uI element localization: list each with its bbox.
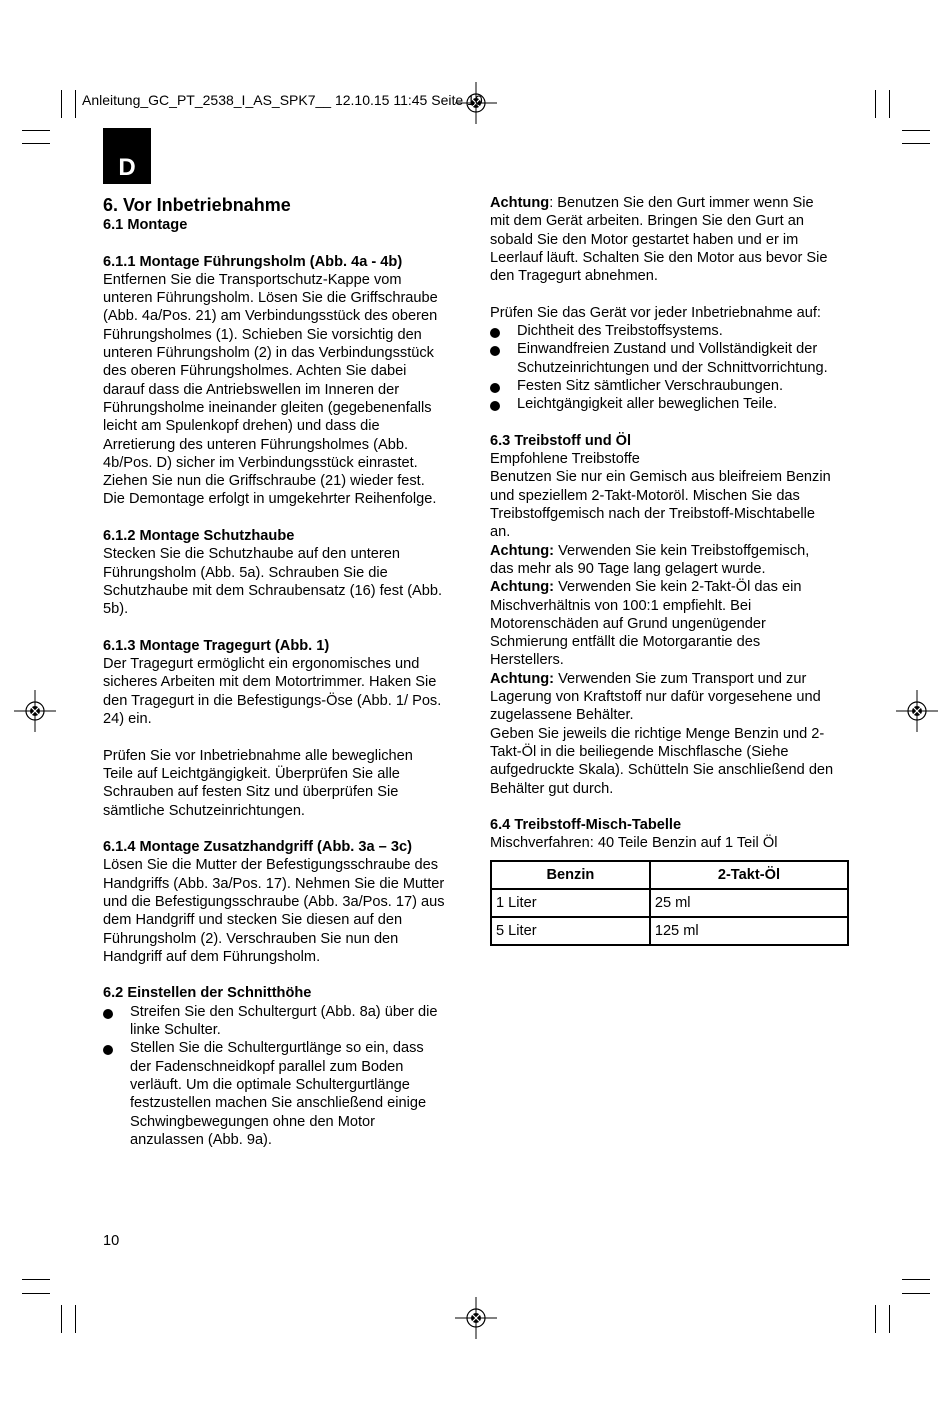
crop-mark xyxy=(875,90,876,118)
text-span: Verwenden Sie kein 2-Takt-Öl das ein xyxy=(554,579,802,596)
text-line: Schmierung entfällt die Motorgarantie des xyxy=(490,634,761,651)
crop-mark xyxy=(22,143,50,144)
text-line: Dichtheit des Treibstoffsystems. xyxy=(517,323,723,340)
text-line: Arretierung des unteren Führungsholmes (Abb. xyxy=(103,436,409,453)
column-header: 2-Takt-Öl xyxy=(650,861,848,889)
list-item xyxy=(490,377,855,395)
text-line: darauf dass die Antriebswellen im Inneren der xyxy=(103,381,400,398)
text-line: aufgedruckte Skala). Schütteln Sie anschließend den xyxy=(490,762,834,779)
text-line: unteren Führungsholm. Lösen Sie die Griffschraube xyxy=(103,290,438,307)
text-line: Treibstoffgemisch nach der Treibstoff-Mischtabelle xyxy=(490,506,815,523)
achtung-label: Achtung: xyxy=(490,670,555,687)
check-intro: Prüfen Sie das Gerät vor jeder Inbetriebnahme auf: xyxy=(490,304,821,321)
text-line: Der Tragegurt ermöglicht ein ergonomisches und xyxy=(103,656,420,673)
left-column xyxy=(103,194,468,1149)
text-line: Ziehen Sie nun die Griffschraube (21) wieder fest. xyxy=(103,473,425,490)
text-line: Schutzhaube mit dem Schraubensatz (16) fest (Abb. xyxy=(103,582,443,599)
crop-mark xyxy=(75,90,76,118)
warning-line xyxy=(490,578,855,596)
text-line: festzustellen machen Sie anschließend einige xyxy=(130,1095,427,1112)
table-cell: 1 Liter xyxy=(491,889,650,917)
text-line: Schutzeinrichtungen und der Schnittvorrichtung. xyxy=(517,359,828,376)
text-span: Verwenden Sie zum Transport und zur xyxy=(554,670,807,687)
page-number: 10 xyxy=(103,1233,120,1249)
crop-mark xyxy=(902,1279,930,1280)
list-item xyxy=(490,340,855,377)
text-line: Führungsholme ineinander gleiten (gegebenenfalls xyxy=(103,399,432,416)
crop-mark xyxy=(22,130,50,131)
text-line: Festen Sitz sämtlicher Verschraubungen. xyxy=(517,377,784,394)
crop-mark xyxy=(902,130,930,131)
crop-mark xyxy=(889,1305,890,1333)
table-header-row xyxy=(491,861,848,889)
crop-mark xyxy=(61,90,62,118)
text-line: Takt-Öl in die beiliegende Mischflasche (Siehe xyxy=(490,743,789,760)
section-title: 6. Vor Inbetriebnahme xyxy=(103,195,291,215)
text-line: anzulassen (Abb. 9a). xyxy=(130,1131,272,1148)
achtung-line xyxy=(490,194,855,212)
heading-6-4: 6.4 Treibstoff-Misch-Tabelle xyxy=(490,817,682,834)
paragraph-6-1-4 xyxy=(103,856,468,966)
bullet-icon xyxy=(490,401,500,411)
text-line: Mischverhältnis von 100:1 empfiehlt. Bei xyxy=(490,597,752,614)
text-line: Teile auf Leichtgängigkeit. Überprüfen Sie alle xyxy=(103,765,400,782)
heading-6-1-4: 6.1.4 Montage Zusatzhandgriff (Abb. 3a – 3c) xyxy=(103,839,412,856)
text-line: Entfernen Sie die Transportschutz-Kappe vom xyxy=(103,271,402,288)
warning-line xyxy=(490,670,855,688)
text-line: Lagerung von Kraftstoff nur dafür vorgesehene und xyxy=(490,689,821,706)
text-line: zugelassene Behälter. xyxy=(490,707,634,724)
text-line: 4b/Pos. D) sicher im Verbindungsstück einrastet. xyxy=(103,454,418,471)
table-row xyxy=(491,889,848,917)
registration-mark-icon xyxy=(896,690,938,732)
text-line: den Tragegurt abnehmen. xyxy=(490,268,658,285)
crop-mark xyxy=(889,90,890,118)
text-line: 24) ein. xyxy=(103,711,152,728)
achtung-label: Achtung xyxy=(490,195,550,211)
achtung-label: Achtung: xyxy=(490,542,555,559)
heading-6-2: 6.2 Einstellen der Schnitthöhe xyxy=(103,985,312,1002)
bullet-icon xyxy=(490,383,500,393)
text-line: dem Handgriff und stecken Sie diesen auf den xyxy=(103,912,403,929)
text-line: an. xyxy=(490,524,511,541)
list-item xyxy=(490,322,855,340)
crop-mark xyxy=(875,1305,876,1333)
list-item xyxy=(103,1039,468,1149)
text-line: Leerlauf läuft. Schalten Sie den Motor aus bevor Sie xyxy=(490,249,828,266)
heading-6-1-1: 6.1.1 Montage Führungsholm (Abb. 4a - 4b) xyxy=(103,253,403,270)
crop-mark xyxy=(61,1305,62,1333)
text-line: Handgriffs (Abb. 3a/Pos. 17). Nehmen Sie die Mutter xyxy=(103,875,445,892)
paragraph-6-1-1 xyxy=(103,271,468,509)
list-item xyxy=(490,395,855,413)
text-line: sämtliche Schutzeinrichtungen. xyxy=(103,802,305,819)
paragraph-check xyxy=(103,747,468,820)
text-line: mit dem Gerät arbeiten. Bringen Sie den Gurt an xyxy=(490,213,804,230)
heading-6-1: 6.1 Montage xyxy=(103,217,188,233)
text-line: und die Befestigungsschraube (Abb. 3a/Pos. 17) aus xyxy=(103,893,445,910)
text-line: Führungsholmes (1). Schieben Sie vorsichtig den xyxy=(103,326,422,343)
registration-mark-icon xyxy=(14,690,56,732)
text-line: Prüfen Sie vor Inbetriebnahme alle beweglichen xyxy=(103,747,413,764)
text-line: verläuft. Um die optimale Schultergurtlänge xyxy=(130,1076,410,1093)
text-line: Stecken Sie die Schutzhaube auf den unteren xyxy=(103,546,400,563)
paragraph-6-1-2 xyxy=(103,545,468,618)
mixing-table xyxy=(490,860,849,946)
text-line: leicht am Spulenkopf drehen) und dass die xyxy=(103,418,380,435)
text-span: Verwenden Sie kein Treibstoffgemisch, xyxy=(554,542,810,559)
text-line: Führungsholm (Abb. 5a). Schrauben Sie die xyxy=(103,564,388,581)
text-line: Stellen Sie die Schultergurtlänge so ein, dass xyxy=(130,1040,424,1057)
table-row xyxy=(491,917,848,945)
crop-mark xyxy=(22,1279,50,1280)
bullet-icon xyxy=(490,328,500,338)
crop-mark xyxy=(75,1305,76,1333)
table-cell: 5 Liter xyxy=(491,917,650,945)
text-line: Benutzen Sie nur ein Gemisch aus bleifreiem Benzin xyxy=(490,469,831,486)
text-line: Geben Sie jeweils die richtige Menge Benzin und 2- xyxy=(490,725,825,742)
text-line: des oberen Führungsholmes. Achten Sie dabei xyxy=(103,363,407,380)
text-line: den Tragegurt in die Befestigungs-Öse (Abb. 1/ Pos. xyxy=(103,692,442,709)
right-column xyxy=(490,194,855,853)
text-line: der Fadenschneidkopf parallel zum Boden xyxy=(130,1058,404,1075)
print-slug: Anleitung_GC_PT_2538_I_AS_SPK7__ 12.10.15 11:45 Seite 10 xyxy=(82,92,483,108)
text-line: Einwandfreien Zustand und Vollständigkeit der xyxy=(517,341,818,358)
text-span: : Benutzen Sie den Gurt immer wenn Sie xyxy=(549,195,814,211)
list-item xyxy=(103,1003,468,1040)
bullet-icon xyxy=(490,346,500,356)
column-header: Benzin xyxy=(491,861,650,889)
text-line: Behälter gut durch. xyxy=(490,780,614,797)
crop-mark xyxy=(902,1293,930,1294)
table-cell: 125 ml xyxy=(650,917,848,945)
crop-mark xyxy=(22,1293,50,1294)
text-line: (Abb. 4a/Pos. 21) am Verbindungsstück des oberen xyxy=(103,308,438,325)
text-line: linke Schulter. xyxy=(130,1022,221,1039)
registration-mark-icon xyxy=(455,1297,497,1339)
table-cell: 25 ml xyxy=(650,889,848,917)
achtung-label: Achtung: xyxy=(490,579,555,596)
text-line: Führungsholm (2). Verschrauben Sie nun den xyxy=(103,930,399,947)
text-line: und speziellem 2-Takt-Motoröl. Mischen Sie das xyxy=(490,487,800,504)
bullet-icon xyxy=(103,1009,113,1019)
text-line: Schrauben auf festen Sitz und überprüfen Sie xyxy=(103,784,399,801)
heading-6-3: 6.3 Treibstoff und Öl xyxy=(490,432,632,449)
heading-6-1-3: 6.1.3 Montage Tragegurt (Abb. 1) xyxy=(103,637,330,654)
bullet-icon xyxy=(103,1045,113,1055)
text-line: Lösen Sie die Mutter der Befestigungsschraube des xyxy=(103,857,439,874)
text-line: Die Demontage erfolgt in umgekehrter Reihenfolge. xyxy=(103,491,437,508)
crop-mark xyxy=(902,143,930,144)
text-line: sicheres Arbeiten mit dem Motortrimmer. Haken Sie xyxy=(103,674,437,691)
text-line: Motorenschäden auf Grund ungenügender xyxy=(490,615,766,632)
warning-line xyxy=(490,542,855,560)
subheading: Mischverfahren: 40 Teile Benzin auf 1 Teil Öl xyxy=(490,835,778,852)
heading-6-1-2: 6.1.2 Montage Schutzhaube xyxy=(103,528,295,545)
text-line: 5b). xyxy=(103,601,129,618)
text-line: Handgriff auf dem Führungsholm. xyxy=(103,948,321,965)
text-line: sobald Sie den Motor gestartet haben und er im xyxy=(490,231,799,248)
text-line: das mehr als 90 Tage lang gelagert wurde. xyxy=(490,560,766,577)
text-line: Schwingbewegungen ohne den Motor xyxy=(130,1113,376,1130)
text-line: Herstellers. xyxy=(490,652,564,669)
paragraph-6-1-3 xyxy=(103,655,468,728)
text-line: Leichtgängigkeit aller beweglichen Teile. xyxy=(517,396,778,413)
text-line: Streifen Sie den Schultergurt (Abb. 8a) über die xyxy=(130,1003,438,1020)
subheading: Empfohlene Treibstoffe xyxy=(490,451,640,468)
language-tab: D xyxy=(103,128,151,184)
text-line: unteren Führungsholm (2) in das Verbindungsstück xyxy=(103,345,434,362)
